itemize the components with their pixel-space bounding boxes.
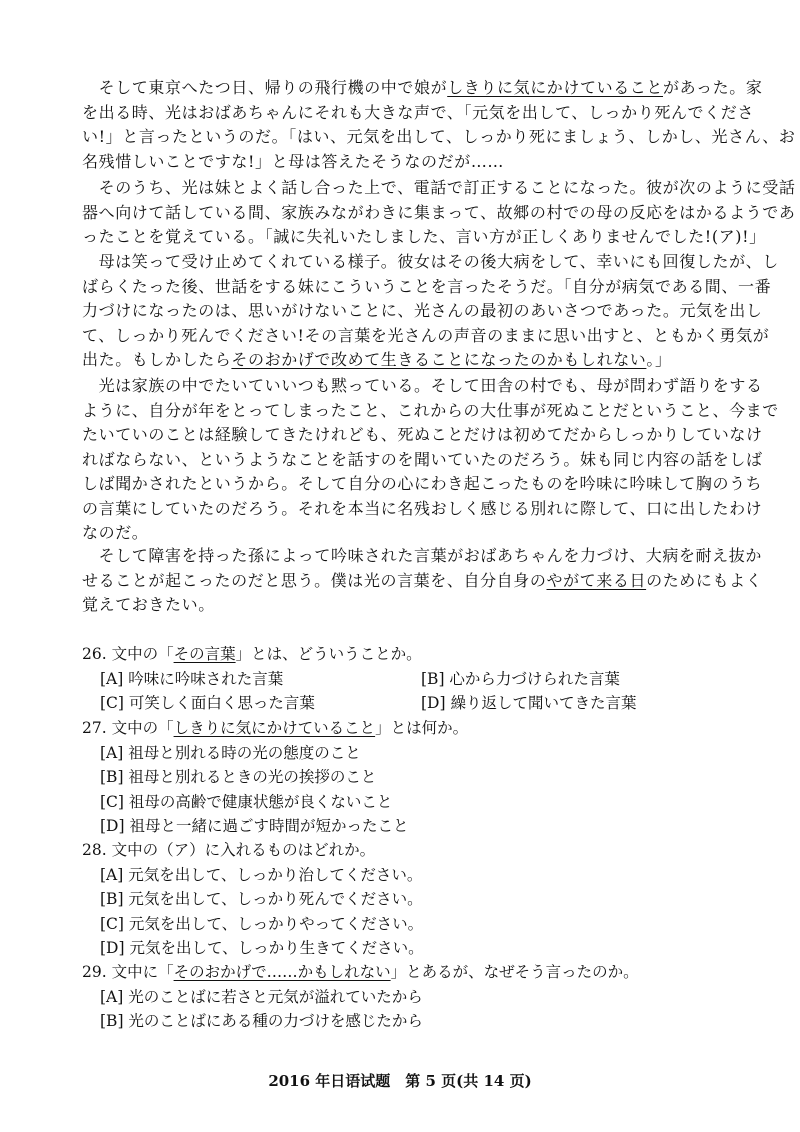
passage-text: 出た。もしかしたら	[82, 350, 232, 369]
passage-text: 光は家族の中でたいていいつも黙っている。そして田舎の村でも、母が問わず語りをする	[82, 376, 763, 395]
passage-text: て、しっかり死んでください!その言葉を光さんの声音のままに思い出すと、ともかく勇気が	[82, 325, 770, 345]
passage-line	[82, 374, 763, 399]
passage-line	[82, 76, 763, 101]
option-28-a[interactable]: [A] 元気を出して、しっかり治してください。	[100, 865, 423, 884]
passage-paragraph-3	[82, 250, 779, 373]
passage-text: があった。家	[663, 78, 763, 97]
question-29-title: 29. 文中に「そのおかげで……かもしれない」とあるが、なぜそう言ったのか。	[82, 963, 639, 981]
page-footer: 2016 年日语试题 第 5 页(共 14 页)	[268, 1072, 532, 1090]
question-27-title: 27. 文中の「しきりに気にかけていること」とは何か。	[82, 719, 469, 737]
option-28-d[interactable]: [D] 元気を出して、しっかり生きてください。	[100, 939, 424, 957]
passage-text: 力づけになったのは、思いがけないことに、光さんの最初のあいさつであった。元気を出し	[82, 301, 763, 320]
option-27-d[interactable]: [D] 祖母と一緒に過ごす時間が短かったこと	[100, 817, 409, 835]
passage-text: 母は笑って受け止めてくれている様子。彼女はその後大病をして、幸いにも回復したが、し	[82, 252, 779, 271]
option-27-c[interactable]: [C] 祖母の高齢で健康状態が良くないこと	[100, 792, 393, 811]
passage-line	[82, 569, 763, 594]
passage-line	[82, 101, 754, 126]
option-29-a[interactable]: [A] 光のことばに若さと元気が溢れていたから	[100, 987, 423, 1006]
passage-line	[82, 176, 796, 201]
option-28-c[interactable]: [C] 元気を出して、しっかりやってください。	[100, 914, 424, 933]
option-27-a[interactable]: [A] 祖母と別れる時の光の態度のこと	[100, 743, 361, 762]
passage-text: そして障害を持った孫によって吟味された言葉がおばあちゃんを力づけ、大病を耐え抜か	[82, 546, 762, 565]
passage-line	[82, 497, 763, 522]
underlined-phrase: そのおかげで改めて生きることになったのかもしれない	[231, 350, 647, 369]
option-26-d[interactable]: [D] 繰り返して聞いてきた言葉	[421, 694, 637, 712]
passage-line	[82, 299, 763, 324]
passage-line	[82, 593, 742, 618]
passage-paragraph-5	[82, 544, 763, 618]
passage-text: の言葉にしていたのだろう。それを本当に名残おしく感じる別れに際して、口に出したわけ	[82, 498, 763, 518]
question-29	[82, 960, 742, 1034]
passage-text: 覚えておきたい。	[82, 595, 215, 614]
passage-text: そのうち、光は妹とよく話し合った上で、電話で訂正することになった。彼が次のように受話	[82, 178, 796, 197]
passage-line	[82, 125, 796, 150]
passage-text: ように、自分が年をとってしまったこと、これからの大仕事が死ぬことだということ、今まで	[82, 400, 779, 420]
passage-line	[82, 399, 779, 424]
passage-line	[82, 150, 742, 175]
passage-text: ばらくたった後、世話をする妹にこういうことを言ったそうだ。「自分が病気である間、一番	[82, 276, 772, 296]
passage-line	[82, 448, 763, 473]
question-27	[82, 716, 742, 839]
passage-text: を出る時、光はおばあちゃんにそれも大きな声で、「元気を出して、しっかり死んでくださ	[82, 102, 754, 122]
passage-line	[82, 521, 742, 546]
passage-text: のためにもよく	[646, 570, 763, 590]
passage-text: ったことを覚えている。「誠に失礼いたしました、言い方が正しくありませんでした!(ア)!」	[82, 227, 766, 246]
underlined-phrase: しきりに気にかけていること	[447, 78, 664, 97]
question-28-title: 28. 文中の（ア）に入れるものはどれか。	[82, 841, 376, 859]
passage-line	[82, 275, 772, 300]
question-26-title: 26. 文中の「その言葉」とは、どういうことか。	[82, 645, 422, 663]
passage-line	[82, 348, 742, 373]
option-28-b[interactable]: [B] 元気を出して、しっかり死んでください。	[100, 890, 423, 908]
option-29-b[interactable]: [B] 光のことばにある種の力づけを感じたから	[100, 1012, 423, 1030]
passage-line	[82, 201, 796, 226]
passage-text: そして東京へたつ日、帰りの飛行機の中で娘が	[82, 78, 448, 97]
passage-text: たいていのことは経験してきたけれども、死ぬことだけは初めてだからしっかりしていなけ	[82, 425, 763, 444]
passage-line	[82, 472, 763, 497]
option-26-a[interactable]: [A] 吟味に吟味された言葉	[100, 669, 284, 688]
question-28	[82, 838, 742, 961]
passage-paragraph-1	[82, 76, 796, 174]
passage-text: ればならない、というようなことを話すのを聞いていたのだろう。妹も同じ内容の話をしば	[82, 449, 763, 469]
passage-line	[82, 544, 762, 569]
passage-line	[82, 250, 779, 275]
passage-text: せることが起こったのだと思う。僕は光の言葉を、自分自身の	[82, 570, 547, 590]
passage-paragraph-2	[82, 176, 796, 250]
passage-text: しば聞かされたというから。そして自分の心にわき起こったものを吟味に吟味して胸のうち	[82, 474, 763, 493]
option-26-c[interactable]: [C] 可笑しく面白く思った言葉	[100, 694, 315, 712]
passage-line	[82, 423, 763, 448]
option-27-b[interactable]: [B] 祖母と別れるときの光の挨拶のこと	[100, 768, 377, 786]
option-26-b[interactable]: [B] 心から力づけられた言葉	[421, 669, 620, 688]
passage-line	[82, 225, 766, 250]
passage-text: 。」	[646, 350, 672, 369]
passage-paragraph-4	[82, 374, 779, 546]
passage-text: なのだ。	[82, 523, 149, 542]
underlined-phrase: やがて来る日	[546, 570, 647, 590]
passage-text: い!」と言ったというのだ。「はい、元気を出して、しっかり死にましょう、しかし、光さん、お	[82, 127, 796, 146]
passage-text: 名残惜しいことですな!」と母は答えたそうなのだが……	[82, 151, 505, 171]
passage-text: 器へ向けて話している間、家族みながわきに集まって、故郷の村での母の反応をはかるようであ	[82, 202, 796, 222]
question-26	[82, 642, 742, 716]
passage-line	[82, 324, 770, 349]
